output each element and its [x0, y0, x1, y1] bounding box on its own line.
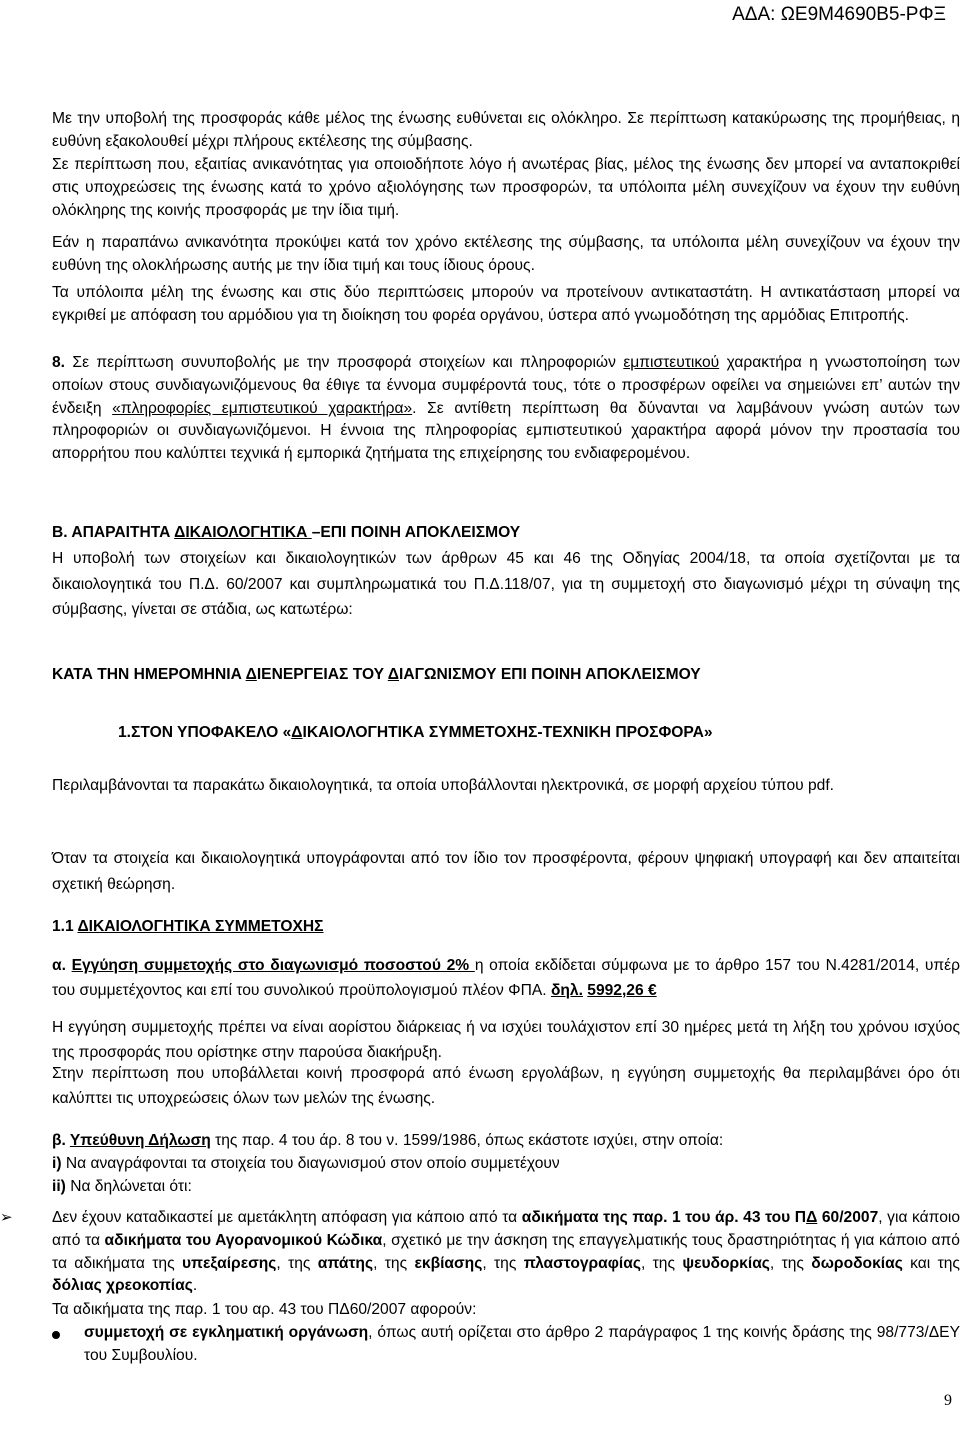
paragraph-guarantee: α. Εγγύηση συμμετοχής στο διαγωνισμό ποσοστού 2% η οποία εκδίδεται σύμφωνα με το άρθρο 157 του Ν.4281/2014, υπέρ του συμμετέχοντος και επί του συνολικού προϋπολογισμού πλέον ΦΠΑ. δηλ. 5992,26 €	[52, 957, 960, 999]
declaration-intro: β. Υπεύθυνη Δήλωση της παρ. 4 του άρ. 8 του ν. 1599/1986, όπως εκάστοτε ισχύει, στην οποία:	[52, 1132, 724, 1149]
bullet-criminal-org: συμμετοχή σε εγκληματική οργάνωση, όπως αυτή ορίζεται στο άρθρο 2 παράγραφος 1 της κοινής δράσης της 98/773/ΔΕΥ του Συμβουλίου.	[84, 1324, 960, 1364]
heading-participation-docs: 1.1 ΔΙΚΑΙΟΛΟΓΗΤΙΚΑ ΣΥΜΜΕΤΟΧΗΣ	[52, 918, 324, 935]
paragraph-signature: Όταν τα στοιχεία και δικαιολογητικά υπογράφονται από τον ίδιο τον προσφέροντα, φέρουν ψηφιακή υπογραφή και δεν απαιτείται σχετική θεώρηση.	[52, 850, 960, 893]
ada-header: ΑΔΑ: ΩΕ9Μ4690Β5-ΡΦΞ	[732, 4, 946, 25]
paragraph-pdf: Περιλαμβάνονται τα παρακάτω δικαιολογητικά, τα οποία υποβάλλονται ηλεκτρονικά, σε μορφή αρχείου τύπου pdf.	[52, 777, 834, 794]
paragraph-confidential: 8. Σε περίπτωση συνυποβολής με την προσφορά στοιχείων και πληροφοριών εμπιστευτικού χαρακτήρα η γνωστοποίηση των οποίων στους συνδιαγωνιζόμενους θα έθιγε τα έννομα συμφέροντά τους, τότε ο προσφέρων οφείλει να σημειώνει επ’ αυτών την ένδειξη «πληροφορίες εμπιστευτικού χαρακτήρα». Σε αντίθετη περίπτωση θα δύνανται να λαμβάνουν γνώση αυτών των πληροφοριών οι συνδιαγωνιζόμενοι. Η έννοια της πληροφορίας εμπιστευτικού χαρακτήρα αφορά μόνον την προστασία του απορρήτου που καλύπτει τεχνικά ή εμπορικά ζητήματα της επιχείρησης του ενδιαφερομένου.	[52, 354, 960, 463]
section-b-body: Η υποβολή των στοιχείων και δικαιολογητικών των άρθρων 45 και 46 της Οδηγίας 2004/18, τα οποία σχετίζονται με τα δικαιολογητικά του Π.Δ. 60/2007 και συμπληρωματικά του Π.Δ.118/07, για τη συμμετοχή στο διαγωνισμό μέχρι τη σύναψη της σύμβασης, γίνεται σε στάδια, ως κατωτέρω:	[52, 550, 960, 618]
arrow-bullet-icon: ➢	[0, 1209, 13, 1226]
paragraph-declaration	[52, 1130, 960, 1198]
section-b-title: Β. ΑΠΑΡΑΙΤΗΤΑ ΔΙΚΑΙΟΛΟΓΗΤΙΚΑ –ΕΠΙ ΠΟΙΝΗ ΑΠΟΚΛΕΙΣΜΟΥ	[52, 524, 521, 541]
paragraph-joint-liability: Με την υποβολή της προσφοράς κάθε μέλος της ένωσης ευθύνεται εις ολόκληρο. Σε περίπτωση κατακύρωσης της προμήθειας, η ευθύνη εξακολουθεί μέχρι πλήρους εκτέλεσης της σύμβασης.	[52, 110, 960, 150]
paragraph-joint-offer: Στην περίπτωση που υποβάλλεται κοινή προσφορά από ένωση εργολάβων, η εγγύηση συμμετοχής θα περιλαμβάνει όρο ότι καλύπτει τις υποχρεώσεις όλων των μελών της ένωσης.	[52, 1065, 960, 1107]
heading-subfolder: 1.ΣΤΟΝ ΥΠΟΦΑΚΕΛΟ «ΔΙΚΑΙΟΛΟΓΗΤΙΚΑ ΣΥΜΜΕΤΟΧΗΣ-ΤΕΧΝΙΚΗ ΠΡΟΣΦΟΡΑ»	[118, 724, 713, 741]
bullet-dot-icon	[52, 1331, 60, 1339]
paragraph-offenses-intro: Τα αδικήματα της παρ. 1 του αρ. 43 του ΠΔ60/2007 αφορούν:	[52, 1301, 477, 1318]
paragraph-replacement: Τα υπόλοιπα μέλη της ένωσης και στις δύο περιπτώσεις μπορούν να προτείνουν αντικαταστάτη. Η αντικατάσταση μπορεί να εγκριθεί με απόφαση του αρμόδιου για τη διοίκηση του φορέα οργάνου, ύστερα από γνωμοδότηση της αρμόδιας Επιτροπής.	[52, 284, 960, 324]
paragraph-execution-incapacity: Εάν η παραπάνω ανικανότητα προκύψει κατά τον χρόνο εκτέλεσης της σύμβασης, τα υπόλοιπα μέλη συνεχίζουν να έχουν την ευθύνη της ολοκλήρωσης αυτής με την ίδια τιμή και τους ίδιους όρους.	[52, 234, 960, 274]
declaration-item-i: i) Να αναγράφονται τα στοιχεία του διαγωνισμού στον οποίο συμμετέχουν	[52, 1154, 560, 1172]
declaration-item-ii: ii) Να δηλώνεται ότι:	[52, 1177, 192, 1195]
paragraph-guarantee-duration: Η εγγύηση συμμετοχής πρέπει να είναι αορίστου διάρκειας ή να ισχύει τουλάχιστον επί 30 ημέρες μετά τη λήξη του χρόνου ισχύος της προσφοράς που ορίστηκε στην παρούσα διακήρυξη.	[52, 1019, 960, 1061]
heading-deadline: ΚΑΤΑ ΤΗΝ ΗΜΕΡΟΜΗΝΙΑ ΔΙΕΝΕΡΓΕΙΑΣ ΤΟΥ ΔΙΑΓΩΝΙΣΜΟΥ ΕΠΙ ΠΟΙΝΗ ΑΠΟΚΛΕΙΣΜΟΥ	[52, 666, 701, 683]
bullet-no-conviction: Δεν έχουν καταδικαστεί με αμετάκλητη απόφαση για κάποιο από τα αδικήματα της παρ. 1 του άρ. 43 του ΠΔ 60/2007, για κάποιο από τα αδικήματα του Αγορανομικού Κώδικα, σχετικό με την άσκηση της επαγγελματικής τους δραστηριότητας ή για κάποιο από τα αδικήματα της υπεξαίρεσης, της απάτης, της εκβίασης, της πλαστογραφίας, της ψευδορκίας, της δωροδοκίας και της δόλιας χρεοκοπίας.	[52, 1209, 960, 1295]
paragraph-incapacity: Σε περίπτωση που, εξαιτίας ανικανότητας για οποιοδήποτε λόγο ή ανωτέρας βίας, μέλος της ένωσης δεν μπορεί να ανταποκριθεί στις υποχρεώσεις της ένωσης κατά το χρόνο αξιολόγησης των προσφορών, τα υπόλοιπα μέλη συνεχίζουν να έχουν την ευθύνη ολόκληρης της κοινής προσφοράς με την ίδια τιμή.	[52, 156, 960, 219]
page-number: 9	[944, 1392, 952, 1409]
